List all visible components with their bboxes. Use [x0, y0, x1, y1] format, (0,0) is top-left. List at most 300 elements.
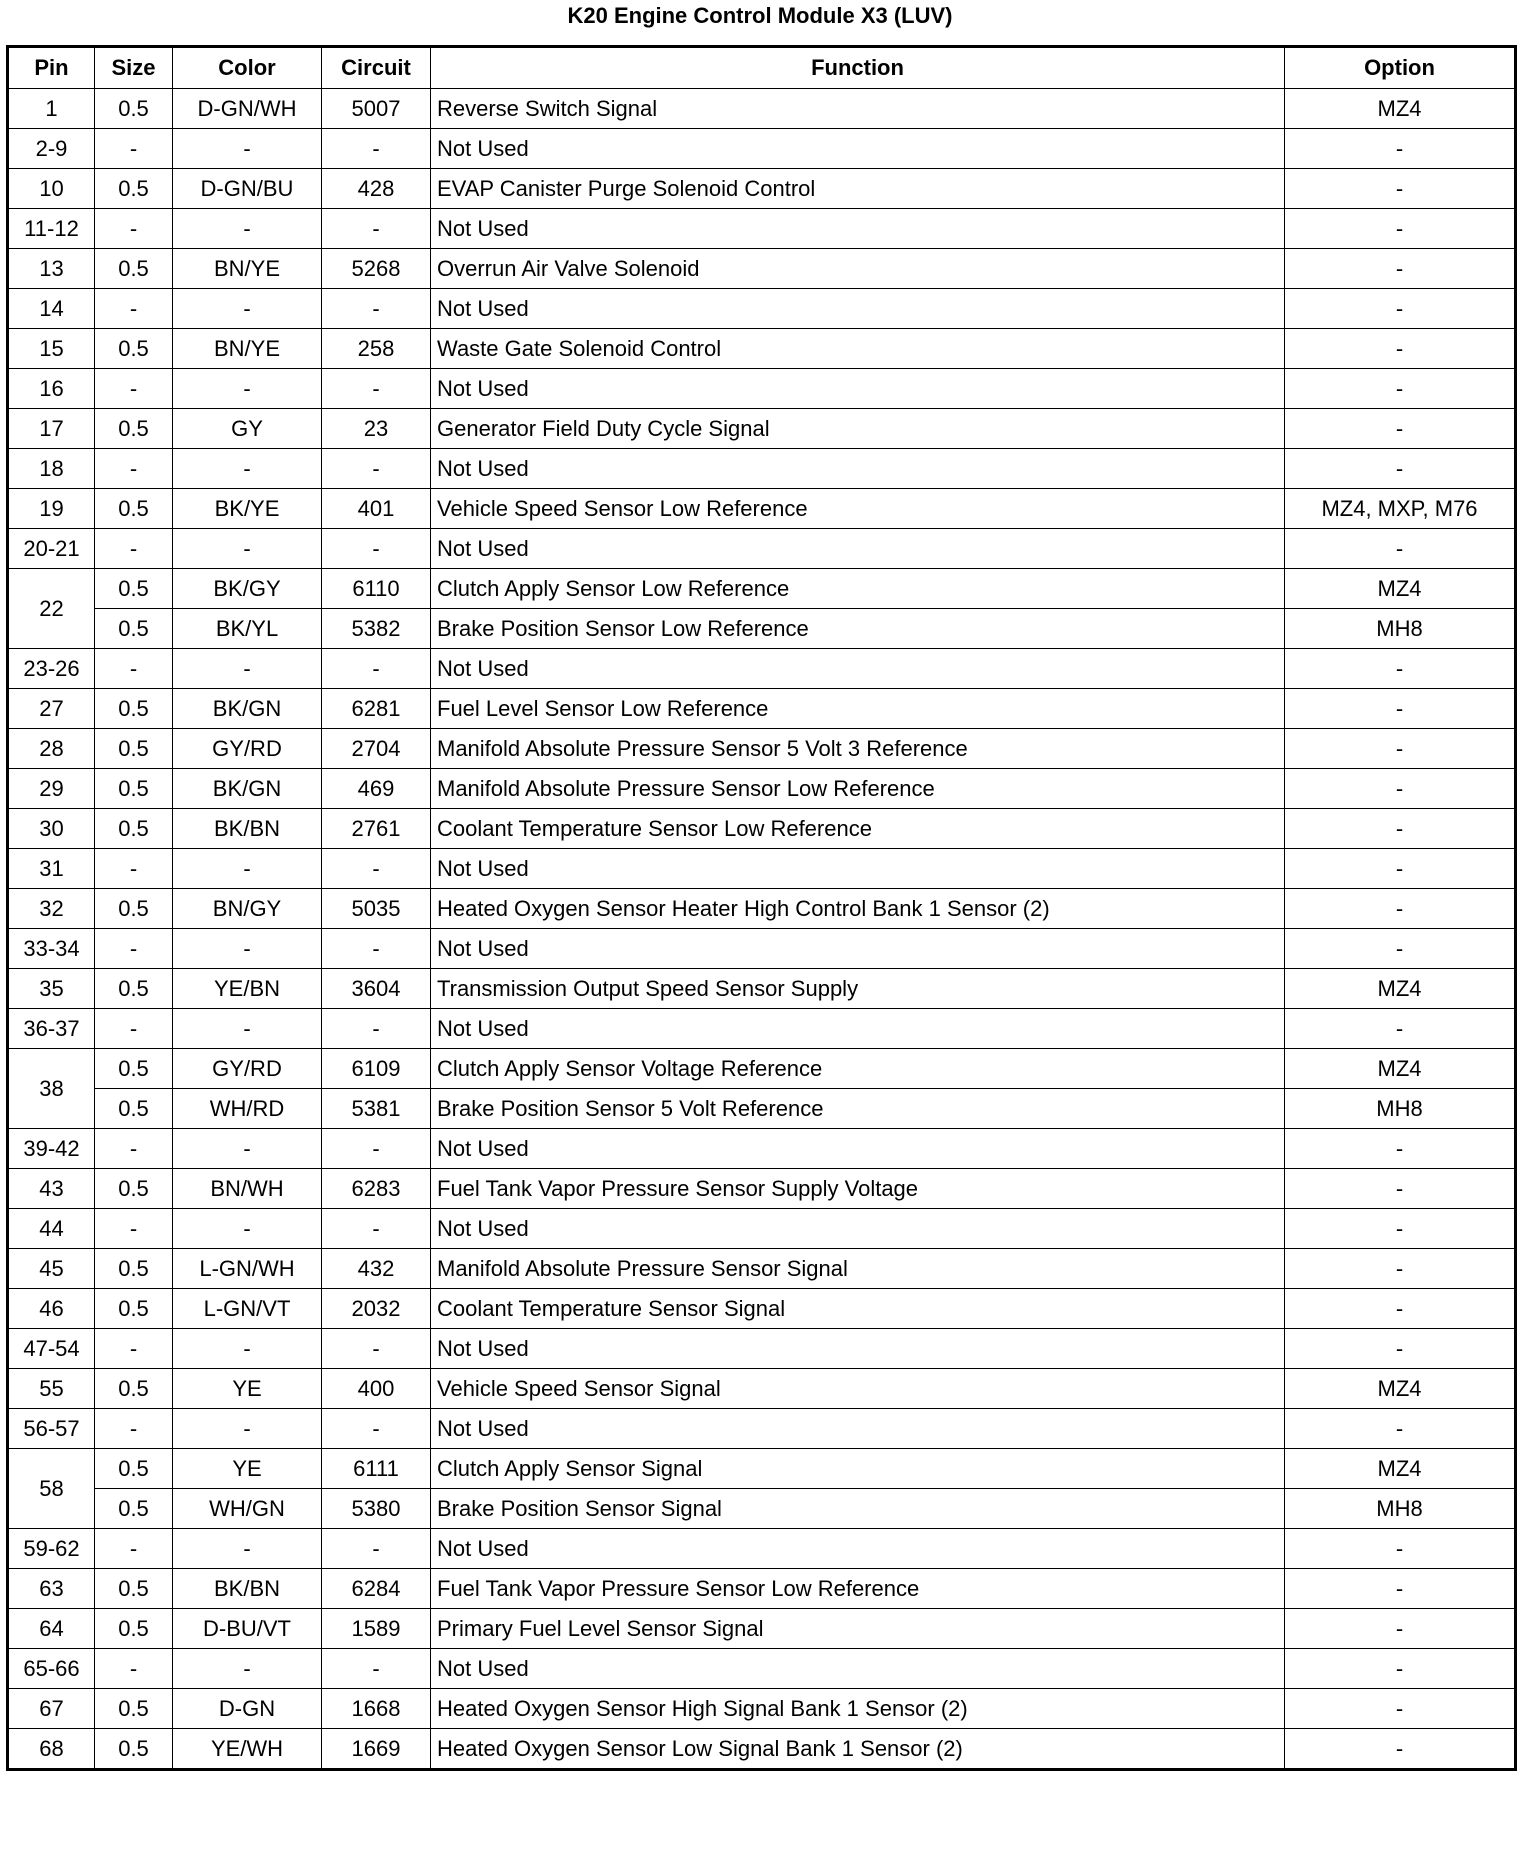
cell-option: MZ4	[1285, 1449, 1516, 1489]
cell-color: D-GN/WH	[173, 89, 322, 129]
cell-option: -	[1285, 329, 1516, 369]
cell-pin: 64	[8, 1609, 95, 1649]
cell-size: 0.5	[95, 689, 173, 729]
cell-circuit: 3604	[322, 969, 431, 1009]
cell-color: L-GN/VT	[173, 1289, 322, 1329]
table-row	[8, 409, 1516, 449]
cell-option: -	[1285, 1169, 1516, 1209]
cell-size: 0.5	[95, 969, 173, 1009]
cell-color: BK/BN	[173, 809, 322, 849]
cell-function: Brake Position Sensor Low Reference	[431, 609, 1285, 649]
cell-option: -	[1285, 1409, 1516, 1449]
cell-size: 0.5	[95, 729, 173, 769]
cell-function: Fuel Level Sensor Low Reference	[431, 689, 1285, 729]
cell-size: -	[95, 1129, 173, 1169]
cell-option: -	[1285, 1649, 1516, 1689]
header-option: Option	[1285, 47, 1516, 89]
cell-size: 0.5	[95, 1249, 173, 1289]
cell-size: -	[95, 849, 173, 889]
cell-circuit: -	[322, 1129, 431, 1169]
cell-size: 0.5	[95, 329, 173, 369]
cell-circuit: -	[322, 529, 431, 569]
cell-pin: 32	[8, 889, 95, 929]
cell-circuit: -	[322, 929, 431, 969]
cell-function: EVAP Canister Purge Solenoid Control	[431, 169, 1285, 209]
cell-color: -	[173, 529, 322, 569]
cell-size: -	[95, 1009, 173, 1049]
cell-color: -	[173, 929, 322, 969]
cell-pin: 67	[8, 1689, 95, 1729]
cell-pin: 38	[8, 1049, 95, 1129]
cell-option: -	[1285, 1609, 1516, 1649]
cell-pin: 33-34	[8, 929, 95, 969]
cell-pin: 45	[8, 1249, 95, 1289]
table-row	[8, 1169, 1516, 1209]
table-row	[8, 89, 1516, 129]
cell-function: Not Used	[431, 1129, 1285, 1169]
cell-color: BK/YE	[173, 489, 322, 529]
cell-option: -	[1285, 369, 1516, 409]
table-row	[8, 1009, 1516, 1049]
cell-function: Not Used	[431, 929, 1285, 969]
cell-option: -	[1285, 209, 1516, 249]
header-pin: Pin	[8, 47, 95, 89]
table-row	[8, 809, 1516, 849]
cell-option: MZ4	[1285, 1049, 1516, 1089]
cell-pin: 28	[8, 729, 95, 769]
cell-option: -	[1285, 289, 1516, 329]
cell-option: -	[1285, 689, 1516, 729]
cell-option: MH8	[1285, 609, 1516, 649]
cell-pin: 17	[8, 409, 95, 449]
table-row	[8, 1489, 1516, 1529]
cell-size: 0.5	[95, 1169, 173, 1209]
cell-option: MZ4	[1285, 89, 1516, 129]
cell-pin: 18	[8, 449, 95, 489]
cell-color: GY/RD	[173, 1049, 322, 1089]
cell-color: BN/YE	[173, 249, 322, 289]
cell-size: 0.5	[95, 769, 173, 809]
cell-size: 0.5	[95, 1689, 173, 1729]
cell-option: -	[1285, 529, 1516, 569]
table-row	[8, 449, 1516, 489]
cell-circuit: 5007	[322, 89, 431, 129]
cell-size: 0.5	[95, 1449, 173, 1489]
cell-option: -	[1285, 1129, 1516, 1169]
cell-pin: 43	[8, 1169, 95, 1209]
cell-size: 0.5	[95, 1569, 173, 1609]
cell-function: Not Used	[431, 1329, 1285, 1369]
cell-color: -	[173, 649, 322, 689]
cell-circuit: 1589	[322, 1609, 431, 1649]
cell-size: 0.5	[95, 1609, 173, 1649]
cell-function: Not Used	[431, 449, 1285, 489]
cell-color: YE/WH	[173, 1729, 322, 1770]
table-row	[8, 209, 1516, 249]
cell-color: -	[173, 1649, 322, 1689]
cell-size: 0.5	[95, 889, 173, 929]
cell-circuit: 432	[322, 1249, 431, 1289]
cell-function: Clutch Apply Sensor Low Reference	[431, 569, 1285, 609]
cell-size: 0.5	[95, 569, 173, 609]
cell-color: BK/GY	[173, 569, 322, 609]
cell-size: 0.5	[95, 609, 173, 649]
cell-color: YE/BN	[173, 969, 322, 1009]
cell-function: Generator Field Duty Cycle Signal	[431, 409, 1285, 449]
cell-option: -	[1285, 1729, 1516, 1770]
cell-size: -	[95, 209, 173, 249]
cell-pin: 36-37	[8, 1009, 95, 1049]
cell-color: GY	[173, 409, 322, 449]
table-row	[8, 1289, 1516, 1329]
cell-circuit: 469	[322, 769, 431, 809]
header-color: Color	[173, 47, 322, 89]
cell-option: -	[1285, 809, 1516, 849]
table-row	[8, 929, 1516, 969]
cell-circuit: -	[322, 449, 431, 489]
table-row	[8, 489, 1516, 529]
cell-color: WH/RD	[173, 1089, 322, 1129]
table-row	[8, 329, 1516, 369]
cell-circuit: -	[322, 1409, 431, 1449]
table-row	[8, 1689, 1516, 1729]
cell-option: -	[1285, 1209, 1516, 1249]
table-row	[8, 1129, 1516, 1169]
cell-circuit: 5380	[322, 1489, 431, 1529]
cell-size: 0.5	[95, 489, 173, 529]
cell-circuit: 5035	[322, 889, 431, 929]
cell-circuit: 5268	[322, 249, 431, 289]
cell-circuit: 428	[322, 169, 431, 209]
cell-color: -	[173, 129, 322, 169]
cell-size: 0.5	[95, 409, 173, 449]
cell-function: Not Used	[431, 129, 1285, 169]
table-row	[8, 1449, 1516, 1489]
table-row	[8, 289, 1516, 329]
cell-option: -	[1285, 1329, 1516, 1369]
cell-pin: 1	[8, 89, 95, 129]
cell-size: 0.5	[95, 1289, 173, 1329]
cell-option: MH8	[1285, 1489, 1516, 1529]
cell-size: -	[95, 529, 173, 569]
cell-circuit: 258	[322, 329, 431, 369]
cell-function: Vehicle Speed Sensor Signal	[431, 1369, 1285, 1409]
cell-function: Overrun Air Valve Solenoid	[431, 249, 1285, 289]
cell-circuit: 401	[322, 489, 431, 529]
cell-size: 0.5	[95, 89, 173, 129]
cell-circuit: 400	[322, 1369, 431, 1409]
cell-pin: 59-62	[8, 1529, 95, 1569]
cell-color: BN/WH	[173, 1169, 322, 1209]
cell-option: -	[1285, 1249, 1516, 1289]
cell-circuit: 6283	[322, 1169, 431, 1209]
cell-function: Fuel Tank Vapor Pressure Sensor Low Reference	[431, 1569, 1285, 1609]
cell-color: BK/BN	[173, 1569, 322, 1609]
cell-color: -	[173, 1529, 322, 1569]
cell-pin: 47-54	[8, 1329, 95, 1369]
cell-size: 0.5	[95, 809, 173, 849]
table-row	[8, 369, 1516, 409]
cell-option: -	[1285, 1529, 1516, 1569]
cell-color: D-GN	[173, 1689, 322, 1729]
cell-function: Not Used	[431, 1409, 1285, 1449]
cell-pin: 14	[8, 289, 95, 329]
cell-circuit: -	[322, 209, 431, 249]
cell-pin: 30	[8, 809, 95, 849]
cell-option: -	[1285, 929, 1516, 969]
table-row	[8, 569, 1516, 609]
cell-color: BN/YE	[173, 329, 322, 369]
table-row	[8, 769, 1516, 809]
cell-option: MZ4	[1285, 1369, 1516, 1409]
cell-pin: 58	[8, 1449, 95, 1529]
cell-function: Transmission Output Speed Sensor Supply	[431, 969, 1285, 1009]
cell-function: Heated Oxygen Sensor High Signal Bank 1 Sensor (2)	[431, 1689, 1285, 1729]
cell-pin: 23-26	[8, 649, 95, 689]
cell-option: -	[1285, 409, 1516, 449]
table-row	[8, 1089, 1516, 1129]
cell-function: Manifold Absolute Pressure Sensor Signal	[431, 1249, 1285, 1289]
cell-pin: 68	[8, 1729, 95, 1770]
cell-pin: 16	[8, 369, 95, 409]
cell-pin: 31	[8, 849, 95, 889]
cell-size: 0.5	[95, 1089, 173, 1129]
cell-size: -	[95, 1529, 173, 1569]
cell-size: -	[95, 289, 173, 329]
cell-size: -	[95, 649, 173, 689]
cell-circuit: -	[322, 129, 431, 169]
table-row	[8, 969, 1516, 1009]
cell-color: -	[173, 369, 322, 409]
cell-circuit: 6284	[322, 1569, 431, 1609]
cell-option: -	[1285, 449, 1516, 489]
cell-size: -	[95, 1209, 173, 1249]
cell-circuit: -	[322, 369, 431, 409]
cell-size: 0.5	[95, 249, 173, 289]
cell-pin: 2-9	[8, 129, 95, 169]
table-row	[8, 849, 1516, 889]
table-row	[8, 249, 1516, 289]
cell-color: -	[173, 289, 322, 329]
table-row	[8, 1369, 1516, 1409]
cell-function: Clutch Apply Sensor Signal	[431, 1449, 1285, 1489]
cell-circuit: 1668	[322, 1689, 431, 1729]
cell-circuit: 6110	[322, 569, 431, 609]
cell-circuit: 23	[322, 409, 431, 449]
table-row	[8, 689, 1516, 729]
cell-function: Not Used	[431, 209, 1285, 249]
cell-color: BK/GN	[173, 689, 322, 729]
cell-function: Not Used	[431, 529, 1285, 569]
cell-size: 0.5	[95, 169, 173, 209]
cell-function: Primary Fuel Level Sensor Signal	[431, 1609, 1285, 1649]
cell-color: -	[173, 1209, 322, 1249]
cell-option: -	[1285, 889, 1516, 929]
cell-circuit: -	[322, 1529, 431, 1569]
cell-function: Heated Oxygen Sensor Low Signal Bank 1 Sensor (2)	[431, 1729, 1285, 1770]
cell-size: -	[95, 1649, 173, 1689]
table-row	[8, 609, 1516, 649]
cell-function: Not Used	[431, 289, 1285, 329]
cell-circuit: -	[322, 1009, 431, 1049]
cell-circuit: -	[322, 649, 431, 689]
cell-pin: 15	[8, 329, 95, 369]
cell-option: -	[1285, 249, 1516, 289]
cell-circuit: 2032	[322, 1289, 431, 1329]
table-row	[8, 1729, 1516, 1770]
cell-function: Manifold Absolute Pressure Sensor Low Reference	[431, 769, 1285, 809]
cell-pin: 63	[8, 1569, 95, 1609]
cell-circuit: 6111	[322, 1449, 431, 1489]
header-size: Size	[95, 47, 173, 89]
table-row	[8, 1249, 1516, 1289]
cell-color: YE	[173, 1449, 322, 1489]
cell-color: -	[173, 1129, 322, 1169]
table-row	[8, 1569, 1516, 1609]
cell-color: BN/GY	[173, 889, 322, 929]
cell-option: -	[1285, 769, 1516, 809]
cell-function: Waste Gate Solenoid Control	[431, 329, 1285, 369]
cell-size: 0.5	[95, 1729, 173, 1770]
cell-size: 0.5	[95, 1049, 173, 1089]
cell-pin: 39-42	[8, 1129, 95, 1169]
cell-function: Brake Position Sensor Signal	[431, 1489, 1285, 1529]
cell-pin: 10	[8, 169, 95, 209]
cell-function: Not Used	[431, 1209, 1285, 1249]
cell-function: Vehicle Speed Sensor Low Reference	[431, 489, 1285, 529]
cell-function: Not Used	[431, 649, 1285, 689]
cell-color: D-BU/VT	[173, 1609, 322, 1649]
cell-pin: 55	[8, 1369, 95, 1409]
cell-option: -	[1285, 729, 1516, 769]
cell-circuit: 6109	[322, 1049, 431, 1089]
cell-option: -	[1285, 129, 1516, 169]
cell-function: Brake Position Sensor 5 Volt Reference	[431, 1089, 1285, 1129]
pinout-table	[6, 45, 1517, 1771]
cell-circuit: 2704	[322, 729, 431, 769]
cell-color: -	[173, 449, 322, 489]
cell-pin: 11-12	[8, 209, 95, 249]
cell-function: Not Used	[431, 369, 1285, 409]
cell-pin: 27	[8, 689, 95, 729]
cell-pin: 13	[8, 249, 95, 289]
cell-circuit: -	[322, 849, 431, 889]
cell-function: Clutch Apply Sensor Voltage Reference	[431, 1049, 1285, 1089]
cell-option: -	[1285, 1569, 1516, 1609]
cell-color: YE	[173, 1369, 322, 1409]
cell-circuit: 1669	[322, 1729, 431, 1770]
cell-color: BK/GN	[173, 769, 322, 809]
cell-function: Coolant Temperature Sensor Low Reference	[431, 809, 1285, 849]
cell-color: -	[173, 1329, 322, 1369]
header-circuit: Circuit	[322, 47, 431, 89]
header-function: Function	[431, 47, 1285, 89]
cell-color: D-GN/BU	[173, 169, 322, 209]
table-header-row	[8, 47, 1516, 89]
cell-circuit: -	[322, 1649, 431, 1689]
cell-color: -	[173, 1009, 322, 1049]
cell-size: 0.5	[95, 1489, 173, 1529]
table-row	[8, 649, 1516, 689]
table-row	[8, 1409, 1516, 1449]
cell-size: -	[95, 929, 173, 969]
cell-circuit: 2761	[322, 809, 431, 849]
cell-circuit: 5382	[322, 609, 431, 649]
cell-function: Heated Oxygen Sensor Heater High Control Bank 1 Sensor (2)	[431, 889, 1285, 929]
cell-pin: 35	[8, 969, 95, 1009]
cell-option: -	[1285, 1689, 1516, 1729]
cell-color: GY/RD	[173, 729, 322, 769]
cell-color: L-GN/WH	[173, 1249, 322, 1289]
cell-function: Not Used	[431, 1649, 1285, 1689]
cell-option: -	[1285, 1009, 1516, 1049]
cell-option: -	[1285, 169, 1516, 209]
cell-option: -	[1285, 1289, 1516, 1329]
cell-circuit: 5381	[322, 1089, 431, 1129]
cell-option: MZ4	[1285, 569, 1516, 609]
cell-size: -	[95, 1409, 173, 1449]
cell-pin: 65-66	[8, 1649, 95, 1689]
cell-function: Not Used	[431, 1009, 1285, 1049]
page-title: K20 Engine Control Module X3 (LUV)	[567, 3, 953, 28]
cell-size: -	[95, 369, 173, 409]
cell-circuit: 6281	[322, 689, 431, 729]
cell-function: Fuel Tank Vapor Pressure Sensor Supply Voltage	[431, 1169, 1285, 1209]
cell-circuit: -	[322, 1329, 431, 1369]
cell-pin: 20-21	[8, 529, 95, 569]
table-row	[8, 529, 1516, 569]
cell-option: MZ4, MXP, M76	[1285, 489, 1516, 529]
cell-pin: 29	[8, 769, 95, 809]
table-row	[8, 1609, 1516, 1649]
cell-pin: 19	[8, 489, 95, 529]
cell-pin: 22	[8, 569, 95, 649]
table-row	[8, 169, 1516, 209]
table-row	[8, 129, 1516, 169]
cell-option: MZ4	[1285, 969, 1516, 1009]
table-row	[8, 1329, 1516, 1369]
cell-color: BK/YL	[173, 609, 322, 649]
cell-size: -	[95, 1329, 173, 1369]
cell-color: WH/GN	[173, 1489, 322, 1529]
table-row	[8, 1649, 1516, 1689]
table-row	[8, 1049, 1516, 1089]
cell-function: Coolant Temperature Sensor Signal	[431, 1289, 1285, 1329]
table-row	[8, 1209, 1516, 1249]
cell-function: Manifold Absolute Pressure Sensor 5 Volt 3 Reference	[431, 729, 1285, 769]
table-row	[8, 889, 1516, 929]
cell-option: MH8	[1285, 1089, 1516, 1129]
cell-pin: 56-57	[8, 1409, 95, 1449]
cell-option: -	[1285, 849, 1516, 889]
cell-circuit: -	[322, 289, 431, 329]
cell-size: -	[95, 129, 173, 169]
cell-circuit: -	[322, 1209, 431, 1249]
cell-pin: 46	[8, 1289, 95, 1329]
cell-function: Reverse Switch Signal	[431, 89, 1285, 129]
cell-option: -	[1285, 649, 1516, 689]
cell-size: 0.5	[95, 1369, 173, 1409]
table-row	[8, 729, 1516, 769]
cell-color: -	[173, 849, 322, 889]
cell-color: -	[173, 1409, 322, 1449]
cell-size: -	[95, 449, 173, 489]
cell-function: Not Used	[431, 849, 1285, 889]
cell-function: Not Used	[431, 1529, 1285, 1569]
cell-pin: 44	[8, 1209, 95, 1249]
cell-color: -	[173, 209, 322, 249]
table-row	[8, 1529, 1516, 1569]
